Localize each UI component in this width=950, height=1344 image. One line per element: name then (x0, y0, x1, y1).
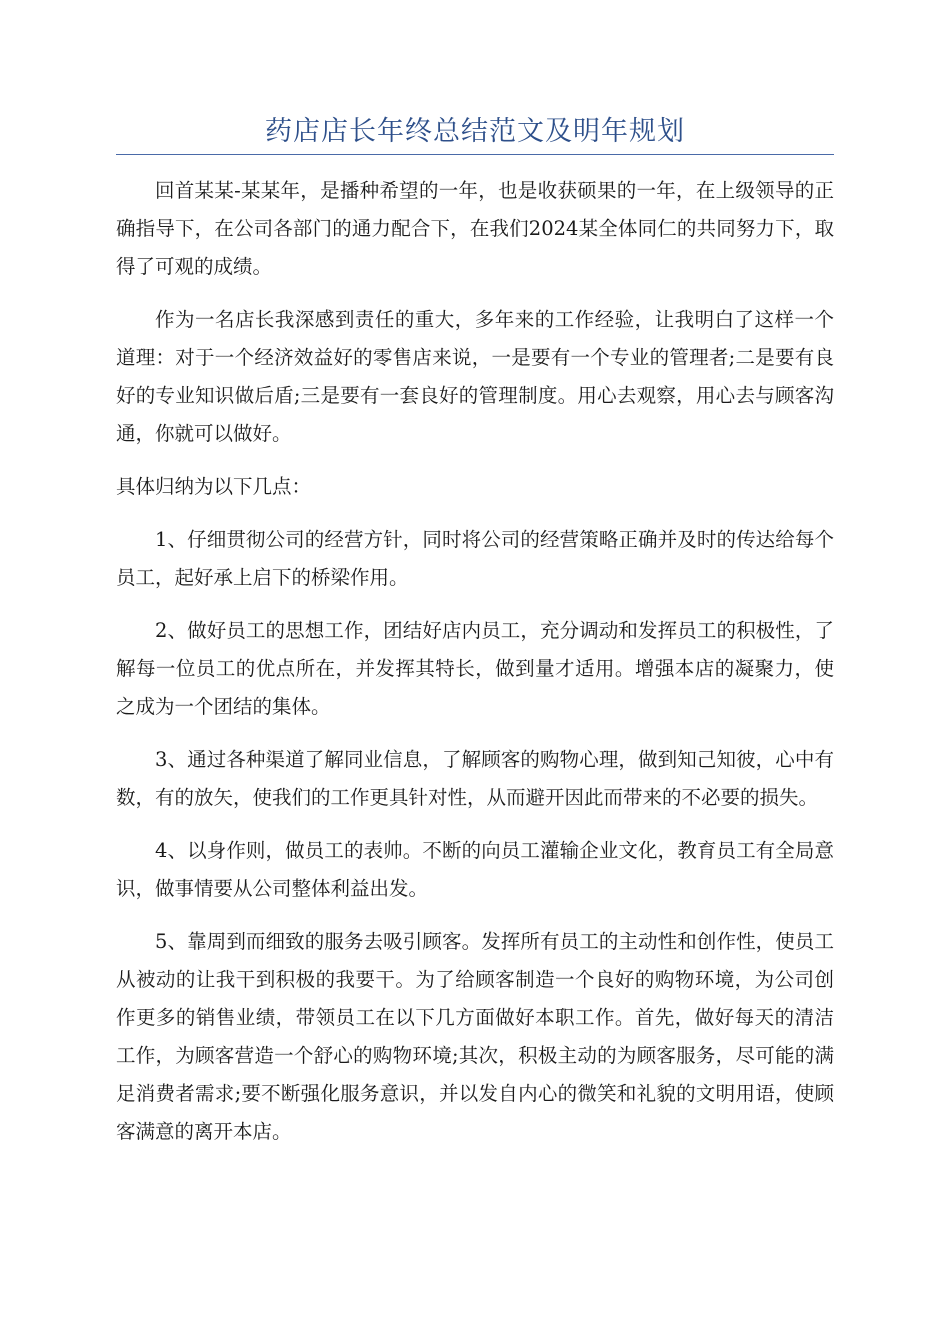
paragraph-summary-heading: 具体归纳为以下几点： (116, 475, 312, 498)
page-title: 药店店长年终总结范文及明年规划 (265, 116, 685, 147)
document-body (116, 172, 834, 1166)
paragraph-point-4: 4、以身作则，做员工的表帅。不断的向员工灌输企业文化，教育员工有全局意识，做事情要从公司整体利益出发。 (116, 839, 834, 900)
paragraph-point-5: 5、靠周到而细致的服务去吸引顾客。发挥所有员工的主动性和创作性，使员工从被动的让我干到积极的我要干。为了给顾客制造一个良好的购物环境，为公司创作更多的销售业绩，带领员工在以下几方面做好本职工作。首先，做好每天的清洁工作，为顾客营造一个舒心的购物环境;其次，积极主动的为顾客服务，尽可能的满足消费者需求;要不断强化服务意识，并以发自内心的微笑和礼貌的文明用语，使顾客满意的离开本店。 (116, 930, 834, 1143)
title-underline (116, 154, 834, 155)
paragraph-point-2: 2、做好员工的思想工作，团结好店内员工，充分调动和发挥员工的积极性，了解每一位员工的优点所在，并发挥其特长，做到量才适用。增强本店的凝聚力，使之成为一个团结的集体。 (116, 619, 834, 718)
paragraph-point-3: 3、通过各种渠道了解同业信息，了解顾客的购物心理，做到知己知彼，心中有数，有的放矢，使我们的工作更具针对性，从而避开因此而带来的不必要的损失。 (116, 748, 834, 809)
paragraph-point-1: 1、仔细贯彻公司的经营方针，同时将公司的经营策略正确并及时的传达给每个员工，起好承上启下的桥梁作用。 (116, 528, 834, 589)
paragraph-intro: 回首某某-某某年，是播种希望的一年，也是收获硕果的一年，在上级领导的正确指导下，在公司各部门的通力配合下，在我们2024某全体同仁的共同努力下，取得了可观的成绩。 (116, 179, 834, 278)
paragraph-responsibility: 作为一名店长我深感到责任的重大，多年来的工作经验，让我明白了这样一个道理：对于一个经济效益好的零售店来说，一是要有一个专业的管理者;二是要有良好的专业知识做后盾;三是要有一套良好的管理制度。用心去观察，用心去与顾客沟通，你就可以做好。 (116, 308, 834, 445)
